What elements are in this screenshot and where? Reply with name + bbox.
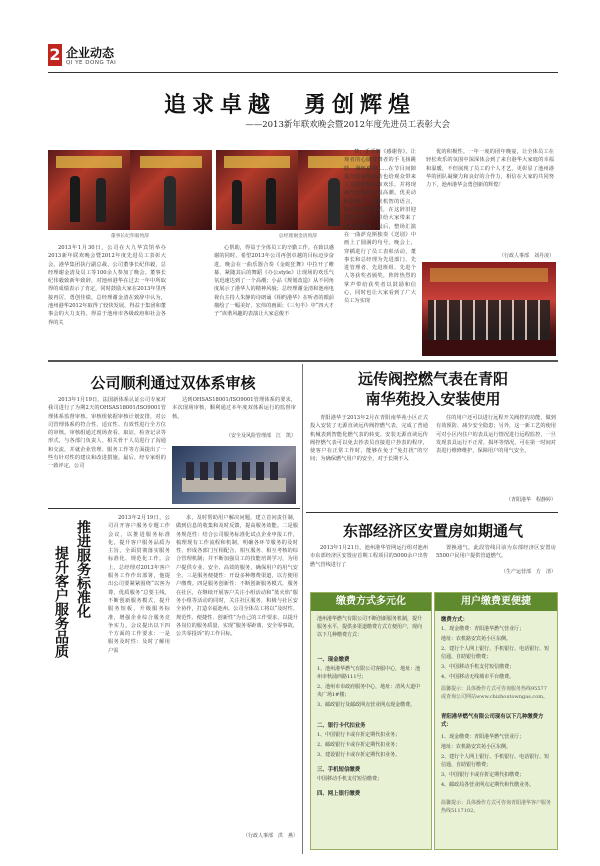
article5-signature: （生产运营部 方 清）: [500, 569, 556, 575]
ad-right-item: 4、中国移动无线城市平台缴费。: [441, 674, 515, 680]
ad-right-item: 3、中国移动手机支付短信缴费；: [441, 664, 515, 670]
ad-right-item: 3、中国银行卡或存折定期代扣缴费；: [441, 772, 525, 778]
caption-2: 总经理谢金清致辞: [278, 234, 318, 239]
person-figure: [232, 180, 242, 224]
article3-title-line2: 提升客户服务品质: [53, 546, 69, 658]
article2-title: 公司顺利通过双体系审核: [90, 374, 256, 392]
meeting-table: [182, 478, 286, 492]
person-figure: [70, 176, 80, 222]
ad-left-item: 中国移动手机支付短信缴费；: [317, 776, 383, 782]
ad-left-item: 3、建设银行卡或存折定期代扣业务。: [317, 752, 401, 758]
ad-left-item: 2、邮政银行卡或存折定期代扣业务；: [317, 742, 401, 748]
ad-right-sec2: 青阳港华燃气有限公司现有以下几种缴费方式：: [441, 714, 544, 728]
ad-left-sec2: 二、银行卡代扣业务: [317, 723, 366, 729]
main-subtitle: ——2013新年联欢晚会暨2012年度先进员工表彰大会: [245, 120, 450, 130]
article5-title: 东部经济区安置房如期通气: [342, 522, 523, 540]
ad-left-sec1: 一、现金缴费: [317, 657, 350, 663]
article2-col-1: 2013年1月19日，法国新体系认证公司专家对我司进行了为期2天的OHSAS18001/ISO9001管理体系监督审核。审核组依据审核计划安排，对公司管理体系的符合性、适宜性、有效性进行全方位的审核。审核组通过现场查看、取证，检查记录等形式，与各部门负责人、相关骨干人员进行了沟通和交流，并就企业管理、服务工作等方面提出了一些有针对性的建议和改进措施。最后，经专家组的一致评定，公司: [48, 397, 166, 470]
masthead-rule: [48, 72, 558, 73]
photo-group: [422, 262, 556, 356]
person-figure: [328, 178, 340, 226]
article5-col-1: 2013年1月21日，池州港华管网运行组对池州市东部经济区安置房首期工程项目的5000余户出售燃气管线进行了: [310, 545, 428, 568]
person-figure: [164, 176, 176, 226]
ad-right-title: 用户缴费更便捷: [435, 593, 557, 611]
ad-right-note: 温馨提示：具体操作方式可咨询服务热线95577或查询公司网站www.chizhoutowngas.com。: [441, 686, 548, 700]
col-divider: [302, 364, 303, 854]
group-row: [428, 300, 550, 340]
ad-right-item: 地址：农机路安宾苑小区东侧。: [441, 744, 512, 750]
stage-screen: [140, 156, 202, 168]
article5-col-2: 置换通气，此段管线目前为东部经济区安置房5500户民用户提供管道燃气。: [436, 545, 556, 560]
article2-col-2: 达到OHSAS18001/ISO9001管理体系的要求，本次现场审核，顺利通过本年度双体系运行的监督审核。: [172, 397, 296, 420]
ad-payment-methods: [310, 592, 432, 850]
ad-left-title: 缴费方式多元化: [311, 593, 431, 611]
ad-right-item: 4、邮政局各营业网点定期代和代缴业务。: [441, 782, 535, 788]
article4-col-2: 住的用户还可以进行远程开关阀控的功能，做到有效预防、减少安全隐患；另外，这一新工艺的使用可对小区内住户的表具运行情况进行远程监控，一旦发现表具运行不正常，损坏等情况，可在第一时间对表进行维修维护，保障用户的用气安全。: [436, 415, 556, 455]
ad-left-item: 3、邮政银行及邮政网点营业网点现金缴费。: [317, 702, 416, 708]
caption-1: 董事长纪伟毅致辞: [110, 234, 150, 239]
divider-main: [48, 360, 558, 362]
page-number: 2: [49, 45, 61, 64]
photo-speech: [130, 150, 212, 230]
article2-signature: （安全及风险管理部 江 凯）: [225, 433, 296, 439]
photo-gm: [216, 150, 298, 230]
main-col-1: 2013年1月30日，公司在大九华宾馆举办2013新年联欢晚会暨2012年度先进员工表彰大会。港华集团执行副总裁、公司董事长纪伟毅，总经理谢金清及员工等100余人参加了晚会。董事长纪伟毅致新年致辞，对池州港华在过去一年中所取得的成绩表示了肯定，同时鼓励大家在2013年里再接再厉，勇创佳绩。总经理谢金清在致辞中认为，池州港华2012年取得了较快发展，得益于集团和董事会的大力支持，得益于池州市各级政府和社会各界的关: [48, 245, 166, 326]
ad-right-item: 地址：农机路安宾苑小区东侧。: [441, 636, 512, 642]
article3-col-2: 求，及时帮助用户解决问题，建立首问责任制，做到信息的收集和及时反馈，提高服务效能。二是服务规范性：结合公司服务标准化试点企业申报工作，梳理现有工作流程和机制，明确各环节服务的及时性，形成各部门互相配合、相互服务、相互考核的综合管理机制；并不断加强员工的技能培训学习，为用户提供专业、安全、高效的服务，确保用户的用气安全。三是服务便捷性：开设多种缴费渠道，以方便用户缴费。四是服务创新性：不断创新服务模式，服务在社区，在继续开展客户关注小组活动和“蓝火焰”服务小组等活动的同时，关注社区服务，积极与社区安全协作，打造幸福池州。公司全体员工将以“及时性、规范性、便捷性、创新性”为自己的工作要求，以提升各岗位的服务质量，实现“服务零距离，安全零事故，公共零投诉”的工作目标。: [176, 515, 298, 638]
article4-title-line2: 南华苑投入安装使用: [365, 390, 501, 408]
stage-screen: [56, 156, 122, 168]
stage-screen: [430, 268, 548, 282]
ad-left-item: 2、池州市市政府服务中心，地址：清风大道中央广场1#楼；: [317, 684, 421, 698]
article3-title-line1: 推进服务标准化: [75, 520, 91, 618]
ad-convenient-payment: [434, 592, 558, 850]
ad-right-item: 1、现金缴费：青阳港华燃气营业厅；: [441, 734, 525, 740]
ad-right-item: 2、建行个人网上银行、手机银行、电话银行、短信通、自助银行缴费；: [441, 754, 550, 768]
article3-signature: （行政人事部 洪 燕）: [242, 833, 298, 839]
ad-left-sec3: 三、手机短信缴费: [317, 767, 361, 773]
section-title: 企业动态: [66, 46, 115, 60]
photo-audit: [172, 446, 296, 504]
article4-signature: （青阳港华 程静婷）: [505, 497, 556, 503]
person-figure: [266, 178, 276, 224]
main-col-2: 心帮助，得益于全体员工的辛勤工作。在致以感谢的同时，希望2013年公司再创卓越的目标迈步奋进。晚会在一曲乐器合奏《金蛇狂舞》中拉开了帷幕，紧随其后的舞蹈《办公style》让现场的欢乐气氛迅速达到了一个高潮；小品《规划改造》从不同角度展示了港华人的精神风貌；总经理谢金清和池州电视台主持人朱静的诗朗诵《相约港华》在听者的眼前描绘了一幅美好、宏伟的画面；《三句半》中“四大才子”诙谐风趣的表演让大家忍俊不: [214, 245, 334, 318]
ad-right-item: 1、现金缴费：青阳港华燃气营业厅；: [441, 626, 525, 632]
article3-title: [48, 520, 104, 670]
person-figure: [96, 178, 106, 222]
article3-col-1: 2013年2月19日，公司召开客户服务专题工作会议，以推进服务标准化，提升客户服务品质为主旨，全面贯彻落实服务标准化、规范化工作。会上，总经理对2013年客户服务工作作出部署，他提出公司要紧紧围绕“以客为尊，优质服务”总要主线，不断创新服务模式，提升服务短板，升级服务标准，增强企业综合服务竞争实力。会议提出以下四个方面的工作要求：一是服务及时性：及时了解用户需: [108, 515, 170, 654]
ad-right-note: 温馨提示：具体操作方式可咨询青阳港华客户服务热线5117102。: [441, 800, 552, 814]
masthead: [48, 44, 558, 74]
attendees: [186, 462, 282, 480]
ad-right-sec1: 缴费方式：: [441, 617, 468, 623]
section-pinyin: QI YE DONG TAI: [66, 60, 117, 66]
ad-left-item: 1、池州港华燃气有限公司客服中心，地址：池州市秋浦西路111号；: [317, 666, 421, 680]
ad-right-item: 2、建行个人网上银行、手机银行、电话银行、短信通、自助银行缴费；: [441, 646, 550, 660]
photo-chairman: [48, 150, 130, 230]
main-title: 追求卓越 勇创辉煌: [163, 92, 416, 118]
stage-floor: [422, 340, 556, 356]
main-col-3: 禁；手语舞《感谢你》，让观者的心随着舞者的手飞扬跳跃，满怀感恩……在节目间隙进行的抽奖活动也给观众带来了无限的惊喜和欢乐，并将现场气氛推向了最高潮。优美动听的歌声，幽默机智的语言，时尚青春的舞蹈，在这辞旧迎新的美好日子里给大家带来了欢乐和感动，最后，整场汇演在一曲萨克斯独奏《送别》中画上了圆满的句号。晚会上，穿插进行了员工表彰活动，董事长和总经理为先进部门、先进管理者、先进班组、先进个人等获奖者颁奖，阵阵热烈的掌声带给获奖者以鼓励和信心，同时也让大家看到了广大员工为实现: [344, 149, 416, 305]
main-signature: （行政人事部 刘丹凌）: [498, 253, 554, 259]
ad-left-sec4: 四、网上银行缴费: [317, 791, 361, 797]
ad-left-intro: 池州港华燃气有限公司不断创新服务机制，提升服务水平，提供多渠道缴费方式方便用户，现向以下几种缴费方式：: [317, 616, 423, 638]
stage-screen: [224, 156, 290, 168]
ad-left-item: 1、中国银行卡或存折定期代扣业务；: [317, 732, 401, 738]
divider-3: [306, 512, 558, 513]
divider-2: [48, 508, 300, 509]
main-col-4: 优的积极性。一年一度的团年晚宴，让全体员工在轻松欢乐的氛围中深深体会到了来自港华大家庭的幸福和温暖，不但展现了员工的个人才艺，更彰显了池州港华的团队凝聚力和良好的合作力，相信在大家的共同努力下，池州港华会勇创新的辉煌！: [426, 149, 554, 189]
article4-col-1: 青阳港华于2013年2月在青阳南华苑小区正式投入安装了无源直读远传阀控燃气表，完成了普通机械表到智能化燃气表的转变。安装无源直读远传阀控燃气表可以免去抄表员直接进户抄表的程序，使客户在正常工作时，能够在免于“免打扰”的空间；为确保燃气用户的安全，对于长期不入: [310, 415, 428, 463]
article4-title-line1: 远传阀控燃气表在青阳: [357, 370, 508, 388]
